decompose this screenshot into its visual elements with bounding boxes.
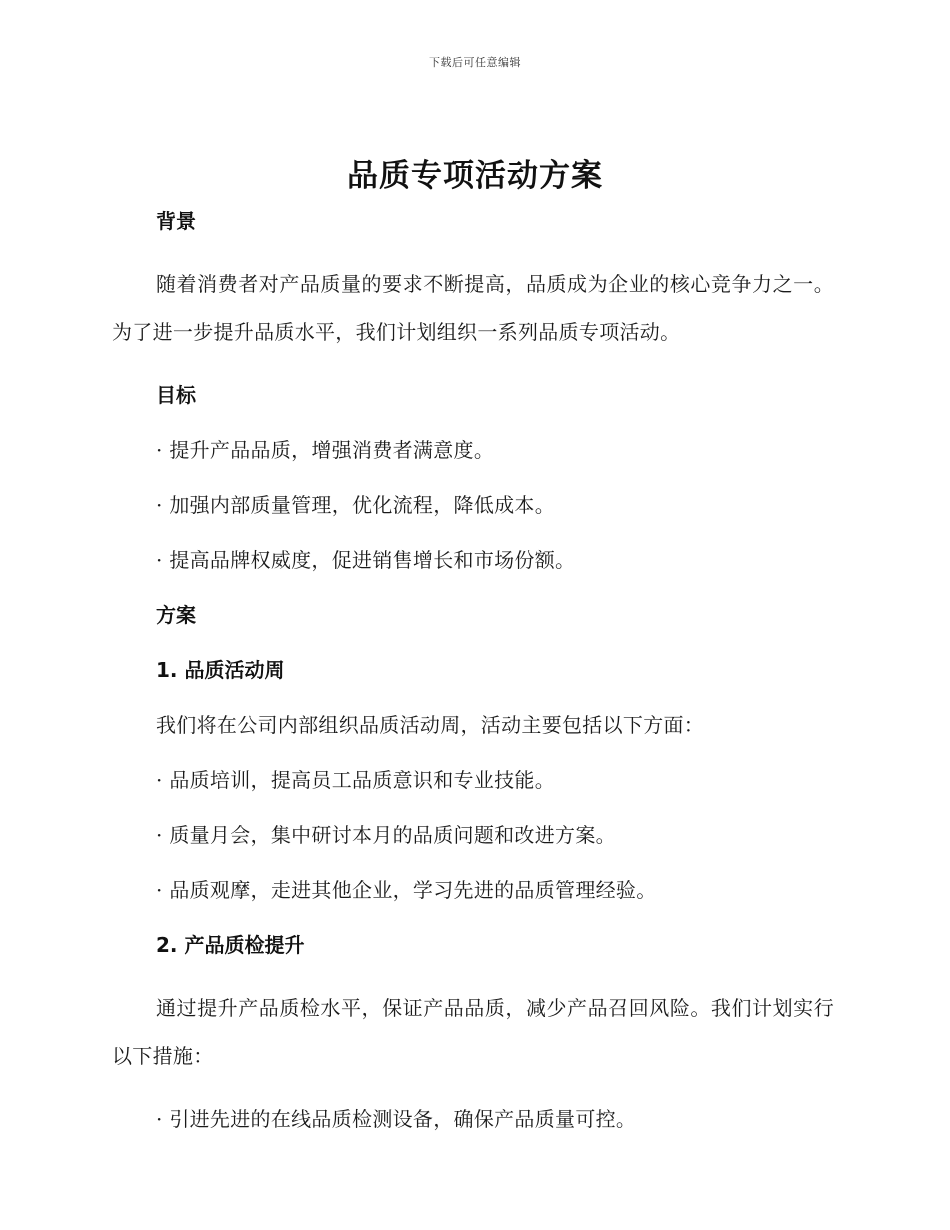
list-item: · 加强内部质量管理，优化流程，降低成本。 xyxy=(156,493,556,517)
paragraph-activity-week-intro: 我们将在公司内部组织品质活动周，活动主要包括以下方面： xyxy=(156,713,705,737)
paragraph-background: 随着消费者对产品质量的要求不断提高，品质成为企业的核心竞争力之一。为了进一步提升品质水平，我们计划组织一系列品质专项活动。 xyxy=(112,272,834,344)
list-item: · 提升产品品质，增强消费者满意度。 xyxy=(156,438,495,462)
document-body xyxy=(112,206,834,1134)
heading-goals: 目标 xyxy=(156,383,196,407)
document-title: 品质专项活动方案 xyxy=(347,158,603,194)
list-item: · 品质培训，提高员工品质意识和专业技能。 xyxy=(156,768,556,792)
list-item: · 品质观摩，走进其他企业，学习先进的品质管理经验。 xyxy=(156,878,657,902)
heading-background: 背景 xyxy=(156,209,196,233)
list-item: · 引进先进的在线品质检测设备，确保产品质量可控。 xyxy=(156,1107,637,1131)
list-item: · 提高品牌权威度，促进销售增长和市场份额。 xyxy=(156,548,576,572)
list-item: · 质量月会，集中研讨本月的品质问题和改进方案。 xyxy=(156,823,616,847)
subheading-quality-inspection: 2. 产品质检提升 xyxy=(156,933,305,957)
subheading-activity-week: 1. 品质活动周 xyxy=(156,658,285,682)
paragraph-quality-inspection: 通过提升产品质检水平，保证产品品质，减少产品召回风险。我们计划实行以下措施： xyxy=(112,996,834,1068)
heading-plan: 方案 xyxy=(156,603,196,627)
header-note: 下载后可任意编辑 xyxy=(429,56,521,69)
